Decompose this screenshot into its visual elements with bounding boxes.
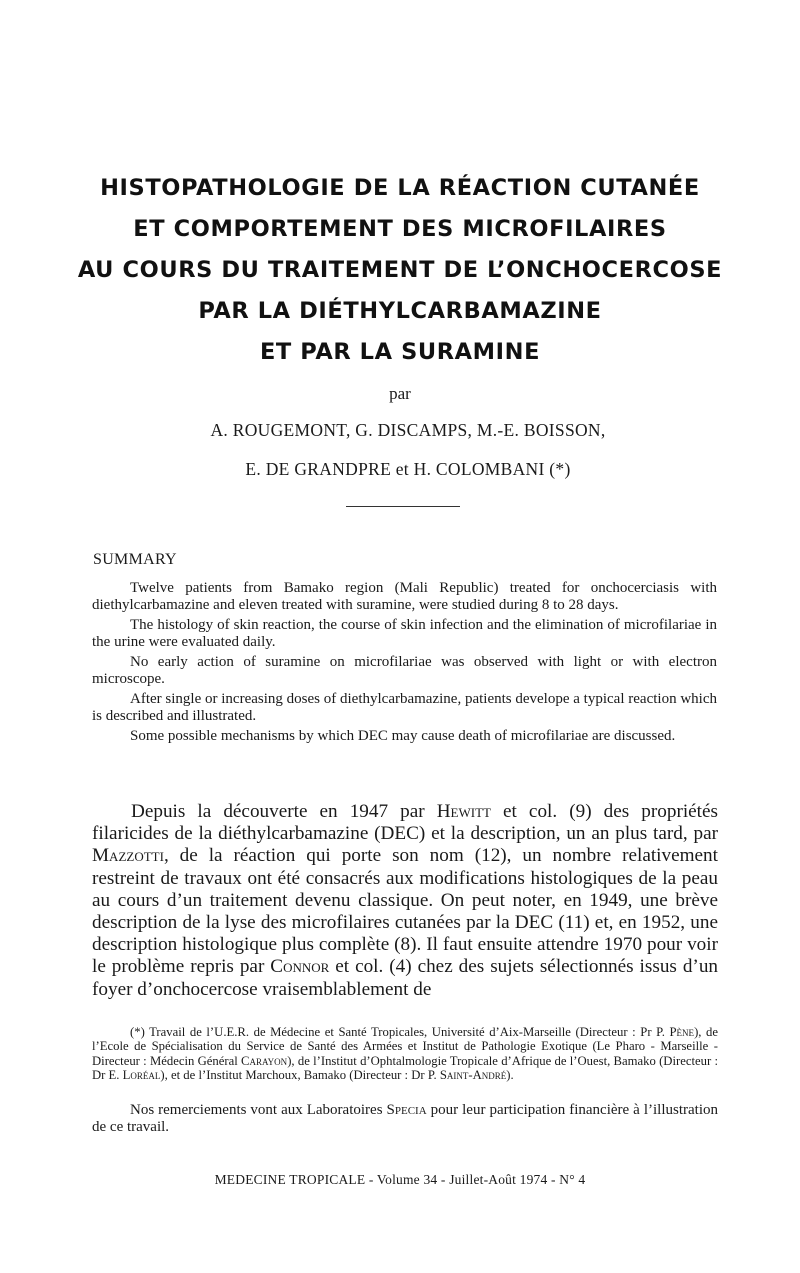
acknowledgement-segment: pour leur participation financière à l’illustration de ce travail.	[92, 1102, 718, 1135]
footnote-segment: ), et de l’Institut Marchoux, Bamako (Directeur : Dr P.	[160, 1068, 440, 1083]
author-citation-mazzotti: Mazzotti	[92, 845, 164, 867]
author-citation-hewitt: Hewitt	[436, 801, 491, 822]
footnote-name-saint-andre: Saint-André	[439, 1068, 507, 1083]
affiliation-footnote	[92, 1025, 718, 1083]
footnote-segment: ).	[506, 1068, 514, 1083]
title-line-3: AU COURS DU TRAITEMENT DE L’ONCHOCERCOSE	[77, 257, 723, 283]
footnote-segment: ), de l’Ecole de Spécialisation du Service de Santé des Armées et Institut de Pathologie Exotique (Le Pharo - Marseille - Directeur : Médecin Général	[92, 1025, 718, 1068]
title-divider	[346, 506, 460, 507]
summary-paragraph: Twelve patients from Bamako region (Mali Republic) treated for onchocerciasis with diethylcarbamazine and eleven treated with suramine, were studied during 8 to 28 days.	[92, 580, 717, 613]
article-title	[60, 170, 740, 375]
summary-paragraph: The histology of skin reaction, the course of skin infection and the elimination of microfilariae in the urine were evaluated daily.	[92, 617, 717, 650]
footnote-segment: (*) Travail de l’U.E.R. de Médecine et Santé Tropicales, Université d’Aix-Marseille (Directeur : Pr P.	[130, 1025, 670, 1039]
author-citation-connor: Connor	[270, 956, 330, 978]
byline-par: par	[389, 384, 411, 403]
acknowledgement-specia: Specia	[386, 1102, 427, 1118]
body-text-segment: , de la réaction qui porte son nom (12), un nombre relativement restreint de travaux ont été consacrés aux modifications histologiques de la peau au cours d’un traitement devenu classique. On peut noter, en 1949, une brève description de la lyse des microfilaires cutanées par la DEC (11) et, en 1952, une description histologique plus complète (8). Il faut ensuite attendre 1970 pour voir le problème repris par	[92, 845, 718, 978]
body-text-segment: et col. (9) des propriétés filaricides de la diéthylcarbamazine (DEC) et la description, un an plus tard, par	[92, 801, 718, 845]
summary-heading: SUMMARY	[93, 551, 177, 568]
summary-paragraph: After single or increasing doses of diethylcarbamazine, patients develope a typical reaction which is described and illustrated.	[92, 691, 717, 724]
footnote-name-carayon: Carayon	[241, 1053, 288, 1068]
title-line-1: HISTOPATHOLOGIE DE LA RÉACTION CUTANÉE	[100, 175, 700, 201]
summary-section	[92, 580, 717, 748]
summary-paragraph: No early action of suramine on microfilariae was observed with light or with electron microscope.	[92, 654, 717, 687]
authors-line-1: A. ROUGEMONT, G. DISCAMPS, M.-E. BOISSON,	[210, 420, 606, 440]
footnote-name-loreal: Loréal	[122, 1068, 161, 1083]
journal-footer: MEDECINE TROPICALE - Volume 34 - Juillet-Août 1974 - N° 4	[214, 1172, 586, 1187]
body-text-segment: et col. (4) chez des sujets sélectionnés issus d’un foyer d’onchocercose vraisemblablement de	[92, 956, 719, 1000]
body-paragraph-1	[92, 801, 718, 1001]
footnote-segment: ), de l’Institut d’Ophtalmologie Tropicale d’Afrique de l’Ouest, Bamako (Directeur : Dr E.	[92, 1053, 719, 1083]
footnote-name-pene: Pène	[669, 1025, 695, 1039]
acknowledgement	[92, 1102, 718, 1136]
title-line-2: ET COMPORTEMENT DES MICROFILAIRES	[133, 216, 667, 242]
acknowledgement-segment: Nos remerciements vont aux Laboratoires	[130, 1102, 387, 1118]
title-line-4: PAR LA DIÉTHYLCARBAMAZINE	[198, 298, 602, 324]
authors-line-2: E. DE GRANDPRE et H. COLOMBANI (*)	[245, 459, 571, 479]
summary-paragraph: Some possible mechanisms by which DEC may cause death of microfilariae are discussed.	[130, 728, 676, 744]
title-line-5: ET PAR LA SURAMINE	[259, 339, 541, 365]
body-text-segment: Depuis la découverte en 1947 par	[131, 801, 437, 822]
